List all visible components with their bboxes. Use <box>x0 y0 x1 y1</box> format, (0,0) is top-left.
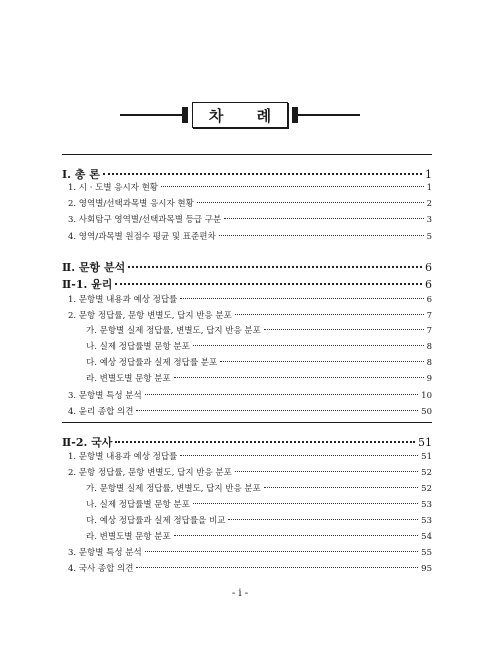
dot-leader <box>264 487 418 488</box>
toc-entry <box>0 405 432 421</box>
toc-entry-label: 2. 문항 정답률, 문항 변별도, 답지 반응 분포 <box>68 311 232 321</box>
toc-entry-page: 53 <box>421 500 432 510</box>
dot-leader <box>264 329 424 330</box>
toc-entry-page: 6 <box>425 278 432 291</box>
toc-entry-label: Ⅰ. 총 론 <box>62 168 100 181</box>
toc-entry-page: 52 <box>421 468 432 478</box>
page-number-footer: - i - <box>231 588 249 599</box>
title-box <box>192 102 288 128</box>
horizontal-rule <box>62 154 432 155</box>
toc-entry-page: 7 <box>426 326 432 336</box>
toc-entry-label: 4. 영역/과목별 원점수 평균 및 표준편차 <box>68 232 216 242</box>
toc-entry <box>0 309 432 325</box>
dot-leader <box>136 567 418 568</box>
title-banner <box>120 102 360 128</box>
toc-entry <box>0 389 432 405</box>
toc-entry <box>0 324 432 340</box>
toc-entry-page: 6 <box>425 261 432 274</box>
dot-leader <box>180 455 418 456</box>
toc-entry-label: 4. 국사 종합 의견 <box>68 564 134 574</box>
toc-entry-label: 다. 예상 정답률과 실제 정답률 분포 <box>86 358 218 368</box>
toc-entry-page: 53 <box>421 516 432 526</box>
toc-entry-page: 6 <box>426 295 432 305</box>
dot-leader <box>115 441 415 443</box>
dot-leader <box>235 314 424 315</box>
dot-leader <box>180 298 423 299</box>
toc-entry <box>0 466 432 482</box>
toc-entry-page: 9 <box>426 374 432 384</box>
toc-entry-label: 나. 실제 정답률별 문항 분포 <box>86 500 190 510</box>
toc-entry <box>0 498 432 514</box>
toc-entry-label: Ⅱ-1. 윤리 <box>62 278 113 291</box>
toc-entry-label: 2. 문항 정답률, 문항 변별도, 답지 반응 분포 <box>68 468 232 478</box>
toc-entry-page: 8 <box>426 342 432 352</box>
dot-leader <box>174 535 418 536</box>
dot-leader <box>220 361 423 362</box>
dot-leader <box>103 173 422 175</box>
toc-entry-label: 3. 문항별 특성 분석 <box>68 391 142 401</box>
toc-entry-label: 가. 문항별 실제 정답률, 변별도, 답지 반응 분포 <box>86 326 261 336</box>
toc-entry-page: 1 <box>426 183 432 193</box>
toc-entry-label: 가. 문항별 실제 정답률, 변별도, 답지 반응 분포 <box>86 484 261 494</box>
dot-leader <box>193 503 418 504</box>
toc-entry <box>0 356 432 372</box>
toc-entry-page: 95 <box>421 564 432 574</box>
toc-entry <box>0 181 432 197</box>
toc-entry-label: 3. 사회탐구 영역별/선택과목별 등급 구분 <box>68 215 222 225</box>
toc-entry <box>0 293 432 309</box>
toc-entry <box>0 546 432 562</box>
toc-entry-label: 1. 문항별 내용과 예상 정답률 <box>68 452 178 462</box>
dot-leader <box>224 218 423 219</box>
title-cap-left <box>182 107 188 123</box>
dot-leader <box>197 202 424 203</box>
toc-entry <box>0 514 432 530</box>
toc-entry-label: 4. 윤리 종합 의견 <box>68 407 134 417</box>
dot-leader <box>193 345 424 346</box>
toc-entry-label: 라. 변별도별 문항 분포 <box>86 374 171 384</box>
dot-leader <box>228 519 418 520</box>
dot-leader <box>219 235 424 236</box>
toc-entry <box>0 450 432 466</box>
toc-section <box>0 276 432 292</box>
toc-entry-label: 3. 문항별 특성 분석 <box>68 548 142 558</box>
toc-entry <box>0 372 432 388</box>
toc-entry <box>0 562 432 578</box>
toc-entry-page: 51 <box>421 452 432 462</box>
dot-leader <box>136 410 418 411</box>
toc-entry-page: 5 <box>426 232 432 242</box>
toc-entry-label: Ⅱ-2. 국사 <box>62 436 113 449</box>
title-line-right <box>294 114 360 116</box>
toc-section <box>0 259 432 275</box>
toc-entry-page: 52 <box>421 484 432 494</box>
toc-entry-label: 1. 시 · 도별 응시자 현황 <box>68 183 159 193</box>
toc-entry-page: 8 <box>426 358 432 368</box>
toc-entry-label: 1. 문항별 내용과 예상 정답률 <box>68 295 178 305</box>
page-title: 차 례 <box>208 106 286 125</box>
toc-section <box>0 434 432 450</box>
dot-leader <box>235 471 418 472</box>
toc-entry-page: 55 <box>421 548 432 558</box>
dot-leader <box>115 283 422 285</box>
toc-entry <box>0 197 432 213</box>
toc-entry-page: 2 <box>426 199 432 209</box>
dot-leader <box>161 186 424 187</box>
toc-entry-page: 3 <box>426 215 432 225</box>
dot-leader <box>128 266 422 268</box>
toc-entry-page: 10 <box>421 391 432 401</box>
toc-entry-page: 7 <box>426 311 432 321</box>
toc-entry-page: 51 <box>418 436 432 449</box>
toc-entry-label: 다. 예상 정답률과 실제 정답률을 비교 <box>86 516 226 526</box>
dot-leader <box>174 377 424 378</box>
toc-entry-page: 54 <box>421 532 432 542</box>
toc-entry <box>0 482 432 498</box>
horizontal-rule <box>62 422 432 423</box>
toc-entry-label: 2. 영역별/선택과목별 응시자 현황 <box>68 199 194 209</box>
toc-entry-label: 라. 변별도별 문항 분포 <box>86 532 171 542</box>
dot-leader <box>145 394 418 395</box>
toc-entry-label: Ⅱ. 문항 분석 <box>62 261 126 274</box>
toc-entry <box>0 230 432 246</box>
toc-section <box>0 166 432 182</box>
toc-entry-page: 50 <box>421 407 432 417</box>
toc-entry <box>0 530 432 546</box>
dot-leader <box>145 551 418 552</box>
toc-entry <box>0 213 432 229</box>
title-line-left <box>120 114 186 116</box>
toc-entry-page: 1 <box>425 168 432 181</box>
toc-entry-label: 나. 실제 정답률별 문항 분포 <box>86 342 190 352</box>
toc-entry <box>0 340 432 356</box>
